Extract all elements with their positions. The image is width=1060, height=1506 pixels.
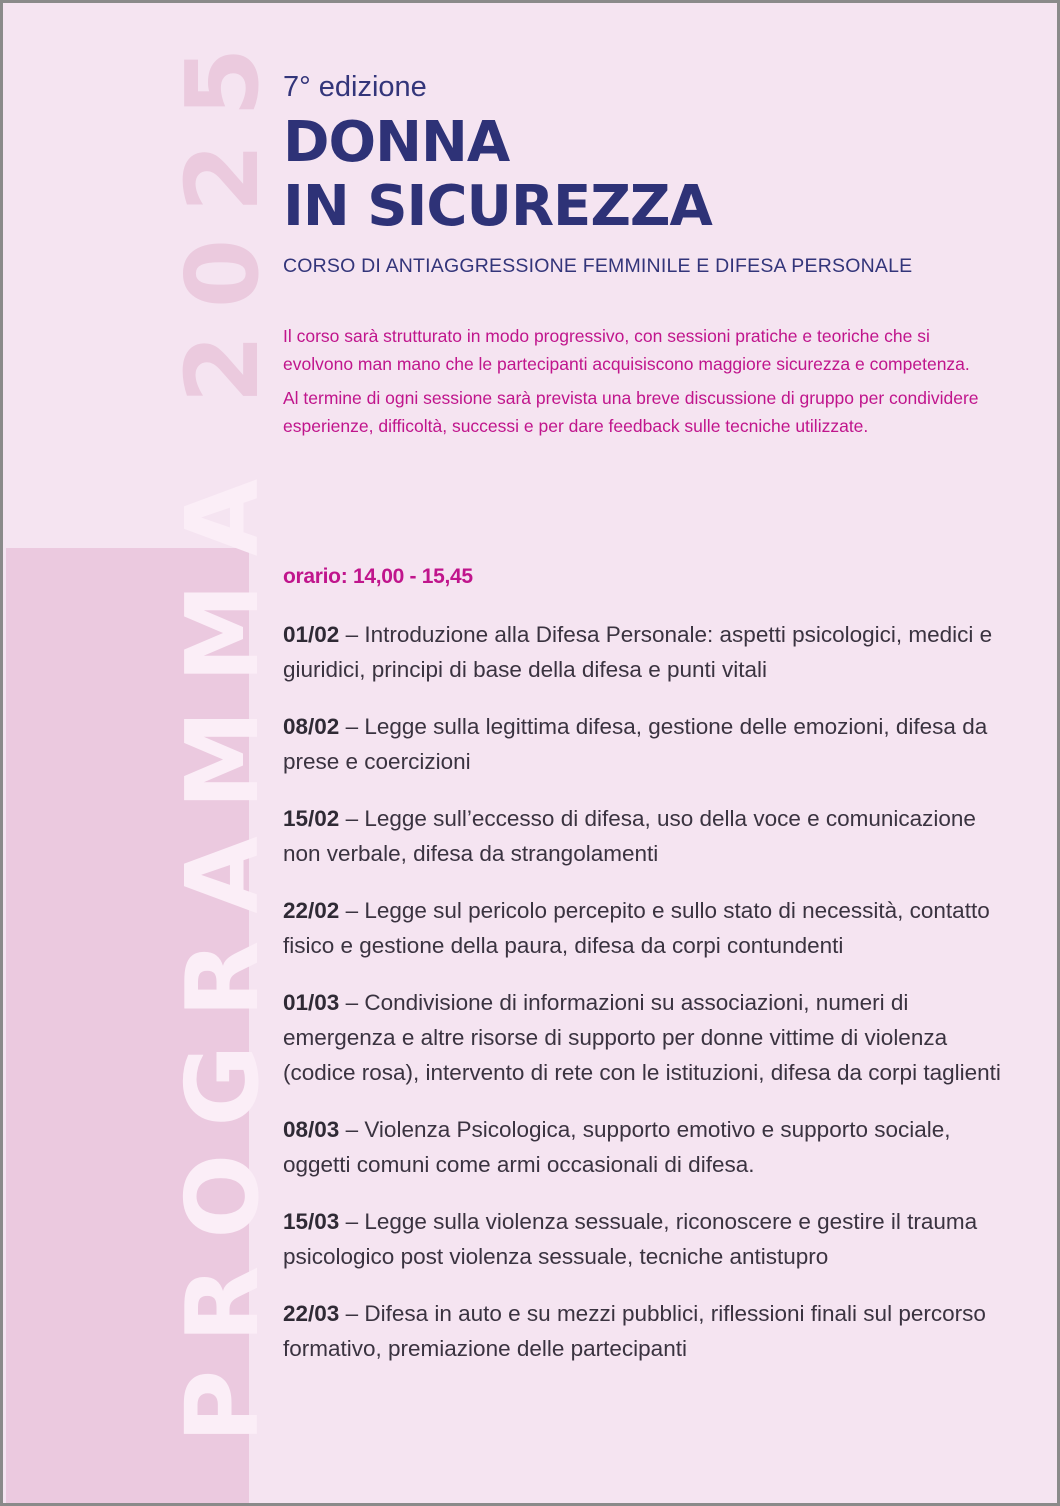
intro-paragraph-1: Il corso sarà strutturato in modo progressivo, con sessioni pratiche e teoriche che si evolvono man mano che le partecipanti acquisiscono maggiore sicurezza e competenza.: [283, 326, 970, 374]
vertical-word-programma: PROGRAMMA: [164, 451, 281, 1443]
session-date: 08/02: [283, 714, 340, 739]
intro-text: [283, 322, 1003, 440]
session-item: [283, 893, 1003, 963]
session-date: 22/02: [283, 898, 340, 923]
page-title: [283, 111, 1003, 239]
page-subtitle: CORSO DI ANTIAGGRESSIONE FEMMINILE E DIFESA PERSONALE: [283, 255, 913, 277]
session-description: – Introduzione alla Difesa Personale: aspetti psicologici, medici e giuridici, principi di base della difesa e punti vitali: [283, 622, 993, 682]
session-item: [283, 617, 1003, 687]
edition-label: 7° edizione: [283, 71, 427, 103]
vertical-heading: [164, 21, 281, 1443]
session-description: – Legge sull’eccesso di difesa, uso della voce e comunicazione non verbale, difesa da strangolamenti: [283, 806, 976, 866]
session-item: [283, 1204, 1003, 1274]
session-item: [283, 985, 1003, 1090]
session-date: 15/02: [283, 806, 340, 831]
schedule-hours: orario: 14,00 - 15,45: [283, 565, 473, 588]
header-block: [283, 67, 1003, 446]
session-item: [283, 1112, 1003, 1182]
session-item: [283, 801, 1003, 871]
session-description: – Legge sul pericolo percepito e sullo stato di necessità, contatto fisico e gestione della paura, difesa da corpi contundenti: [283, 898, 990, 958]
session-date: 01/02: [283, 622, 340, 647]
schedule: [283, 565, 1003, 1388]
session-item: [283, 709, 1003, 779]
session-description: – Legge sulla legittima difesa, gestione delle emozioni, difesa da prese e coercizioni: [283, 714, 988, 774]
title-line-2: IN SICUREZZA: [283, 174, 712, 239]
session-description: – Legge sulla violenza sessuale, riconoscere e gestire il trauma psicologico post violenza sessuale, tecniche antistupro: [283, 1209, 978, 1269]
session-date: 01/03: [283, 990, 340, 1015]
vertical-year: 2025: [164, 21, 281, 404]
session-description: – Condivisione di informazioni su associazioni, numeri di emergenza e altre risorse di supporto per donne vittime di violenza (codice rosa), intervento di rete con le istituzioni, difesa da corpi taglienti: [283, 990, 1001, 1085]
session-item: [283, 1296, 1003, 1366]
intro-paragraph-2: Al termine di ogni sessione sarà prevista una breve discussione di gruppo per condividere esperienze, difficoltà, successi e per dare feedback sulle tecniche utilizzate.: [283, 388, 979, 436]
session-description: – Violenza Psicologica, supporto emotivo e supporto sociale, oggetti comuni come armi occasionali di difesa.: [283, 1117, 951, 1177]
session-date: 22/03: [283, 1301, 340, 1326]
session-date: 08/03: [283, 1117, 340, 1142]
title-line-1: DONNA: [283, 110, 510, 175]
session-date: 15/03: [283, 1209, 340, 1234]
session-description: – Difesa in auto e su mezzi pubblici, riflessioni finali sul percorso formativo, premiazione delle partecipanti: [283, 1301, 986, 1361]
